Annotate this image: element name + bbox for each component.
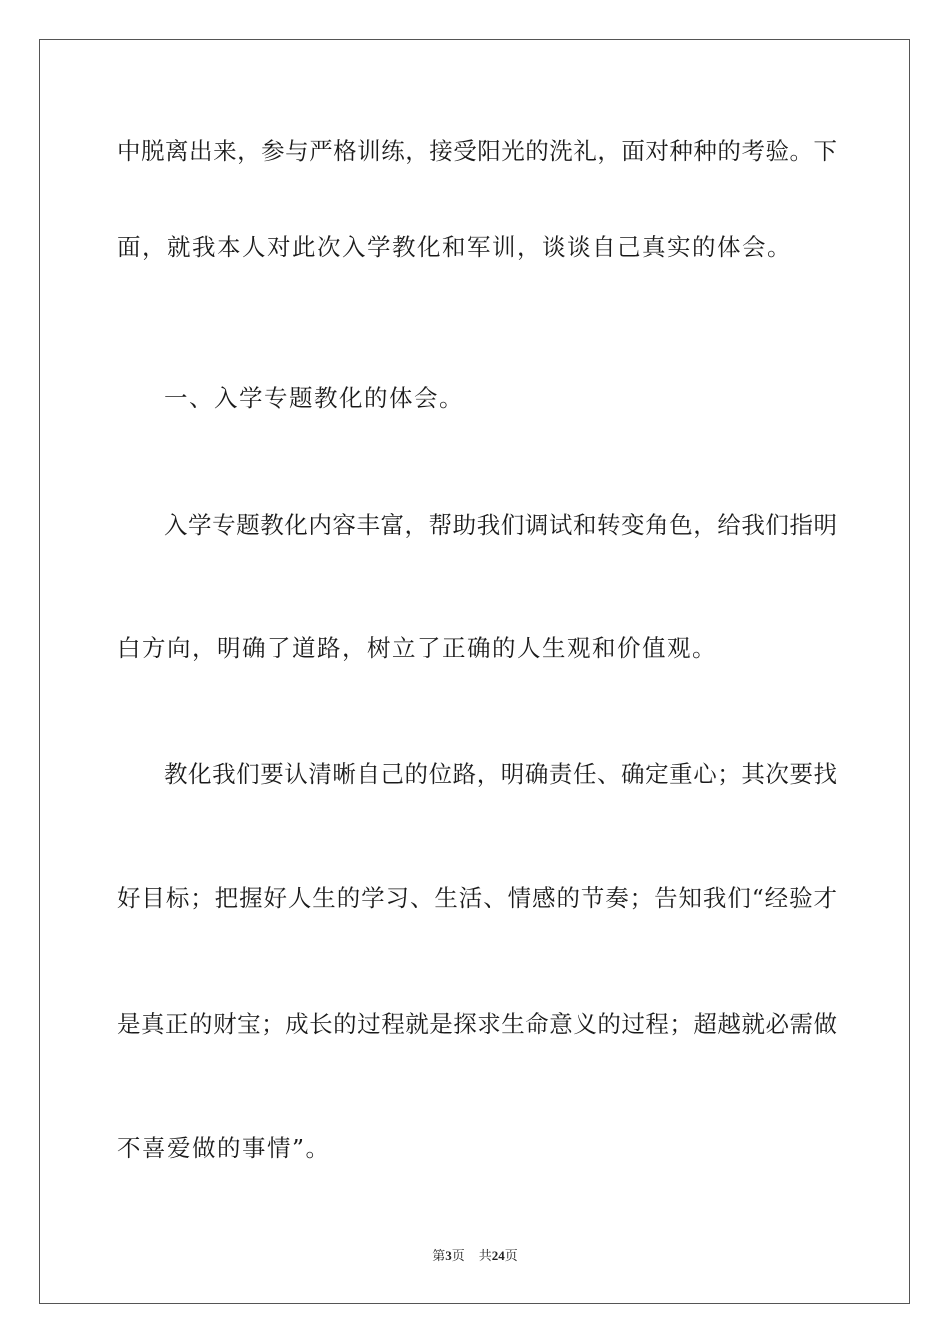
- page-border: [39, 39, 910, 1304]
- section-heading: 一、入学专题教化的体会。: [164, 384, 464, 412]
- page-footer: [0, 1247, 950, 1265]
- body-line-6: 教化我们要认清晰自己的位路，明确责任、确定重心；其次要找: [164, 760, 837, 788]
- total-prefix: 共: [478, 1248, 492, 1263]
- page-number: 3: [445, 1248, 452, 1263]
- total-suffix: 页: [504, 1248, 518, 1263]
- total-pages: 24: [491, 1248, 505, 1263]
- body-line-5: 白方向，明确了道路，树立了正确的人生观和价值观。: [117, 634, 717, 662]
- body-line-7: 好目标；把握好人生的学习、生活、情感的节奏；告知我们“经验才: [117, 884, 837, 912]
- body-line-9: 不喜爱做的事情”。: [117, 1134, 331, 1162]
- page-suffix: 页: [451, 1248, 465, 1263]
- body-line-2: 面，就我本人对此次入学教化和军训，谈谈自己真实的体会。: [117, 233, 792, 261]
- body-line-1: 中脱离出来，参与严格训练，接受阳光的洗礼，面对种种的考验。下: [117, 137, 837, 165]
- body-line-8: 是真正的财宝；成长的过程就是探求生命意义的过程；超越就必需做: [117, 1010, 837, 1038]
- body-line-4: 入学专题教化内容丰富，帮助我们调试和转变角色，给我们指明: [164, 511, 837, 539]
- page-prefix: 第: [432, 1248, 446, 1263]
